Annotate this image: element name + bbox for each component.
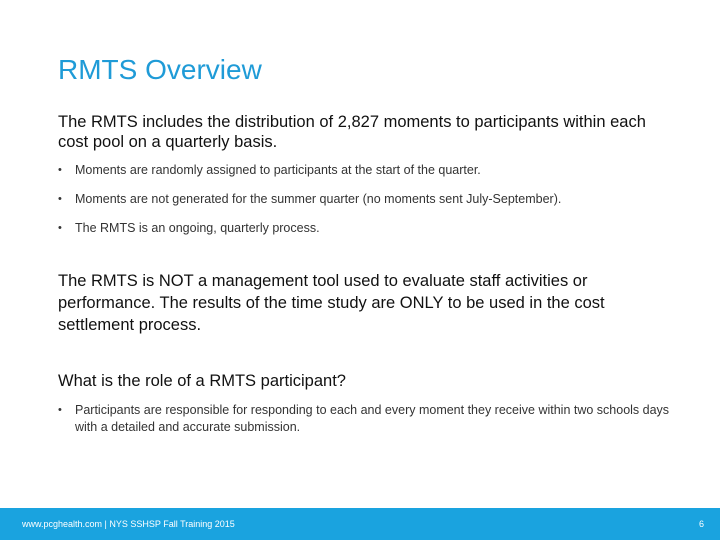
list-item: [58, 162, 678, 179]
bullet-icon: •: [58, 222, 62, 234]
role-bullet-list: [58, 402, 678, 436]
bullet-text: Moments are randomly assigned to participants at the start of the quarter.: [75, 163, 481, 177]
bullet-icon: •: [58, 193, 62, 205]
disclaimer-paragraph: The RMTS is NOT a management tool used to evaluate staff activities or performance. The results of the time study are ONLY to be used in the cost settlement process.: [58, 272, 605, 334]
footer-text: www.pcghealth.com | NYS SSHSP Fall Training 2015: [22, 519, 235, 529]
list-item: [58, 402, 678, 436]
role-question: What is the role of a RMTS participant?: [58, 372, 346, 390]
list-item: [58, 220, 678, 237]
bullet-text: Participants are responsible for responding to each and every moment they receive within two schools days with a detailed and accurate submission.: [75, 403, 670, 434]
bullet-text: The RMTS is an ongoing, quarterly process.: [75, 221, 320, 235]
bullet-icon: •: [58, 164, 62, 176]
bullet-icon: •: [58, 404, 62, 416]
page-number: 6: [698, 519, 704, 529]
list-item: [58, 191, 678, 208]
slide-title: RMTS Overview: [58, 54, 262, 85]
bullet-text: Moments are not generated for the summer quarter (no moments sent July-September).: [75, 192, 562, 206]
footer-bar: [0, 508, 720, 540]
overview-bullet-list: [58, 162, 678, 249]
intro-paragraph: The RMTS includes the distribution of 2,827 moments to participants within each cost pool on a quarterly basis.: [58, 113, 646, 151]
